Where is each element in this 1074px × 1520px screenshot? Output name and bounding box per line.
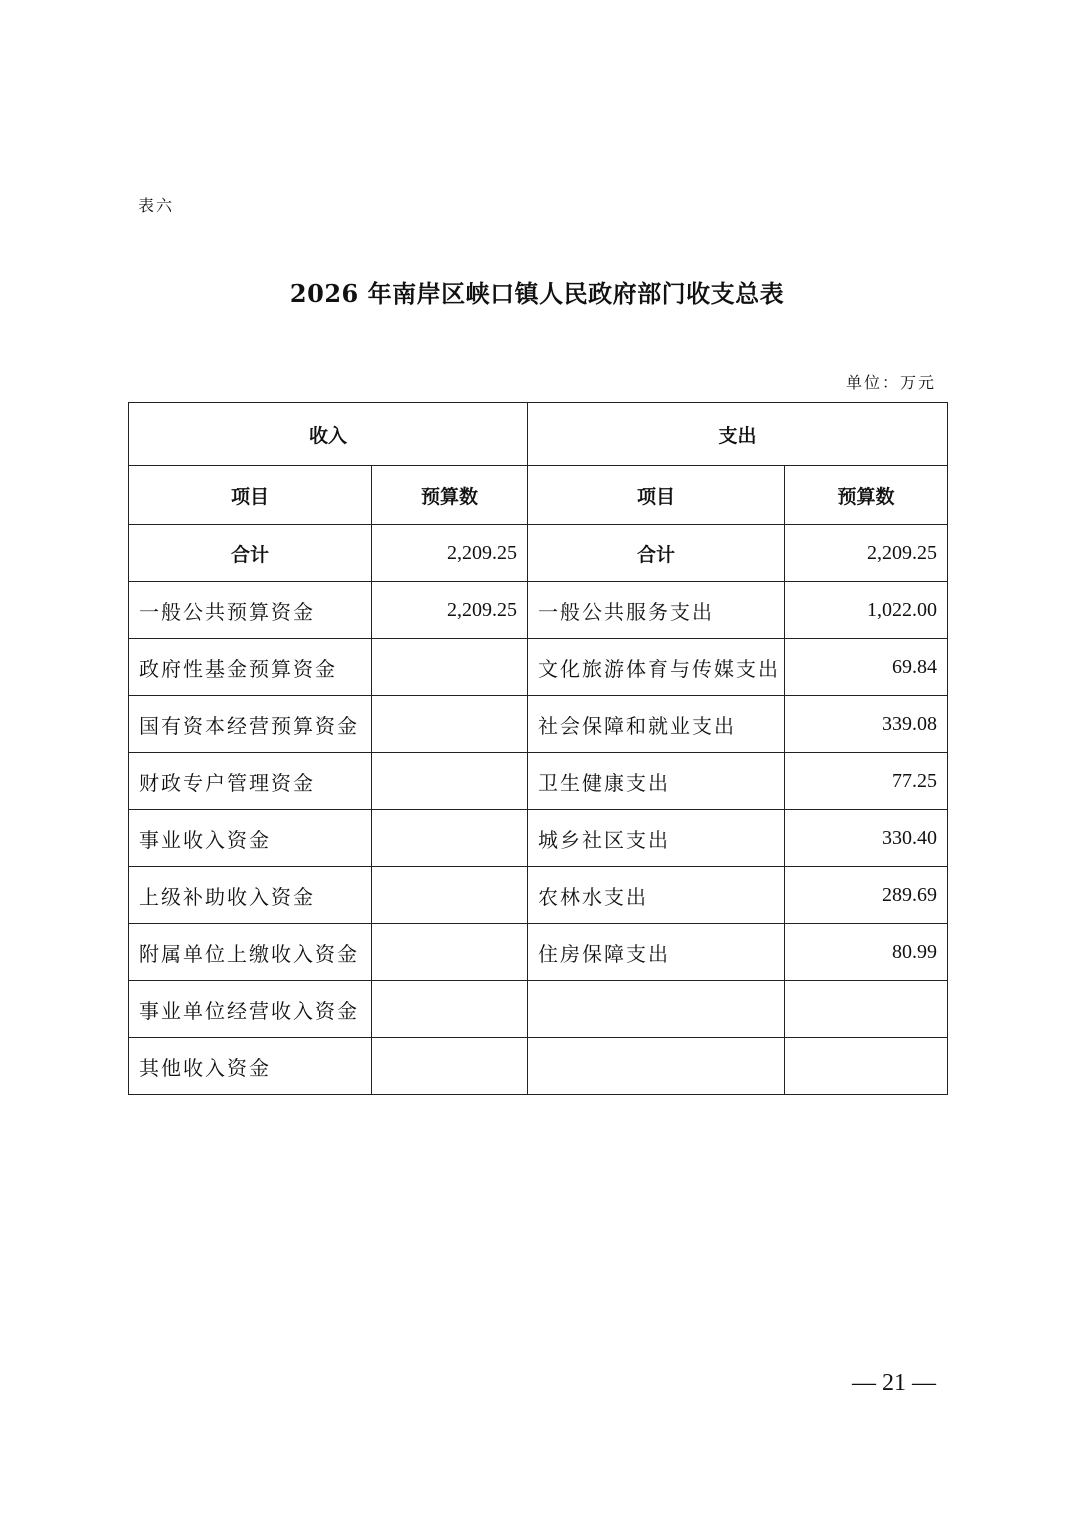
expense-value-cell	[785, 1038, 948, 1095]
income-item-cell: 事业收入资金	[129, 810, 372, 867]
income-item-cell: 国有资本经营预算资金	[129, 696, 372, 753]
expense-item-cell	[528, 1038, 785, 1095]
income-item-cell: 一般公共预算资金	[129, 582, 372, 639]
income-value-cell	[372, 867, 528, 924]
expense-value-cell: 77.25	[785, 753, 948, 810]
income-value-cell	[372, 1038, 528, 1095]
page-title: 2026 年南岸区峡口镇人民政府部门收支总表	[289, 279, 785, 308]
expense-item-cell: 一般公共服务支出	[528, 582, 785, 639]
expense-item-cell	[528, 981, 785, 1038]
budget-table	[128, 402, 948, 1095]
income-value-cell	[372, 696, 528, 753]
income-value-cell	[372, 981, 528, 1038]
expense-item-cell: 卫生健康支出	[528, 753, 785, 810]
expense-item-cell: 合计	[528, 525, 785, 582]
expense-value-cell: 1,022.00	[785, 582, 948, 639]
section-header-row	[129, 403, 948, 466]
expense-value-cell: 69.84	[785, 639, 948, 696]
income-item-cell: 财政专户管理资金	[129, 753, 372, 810]
income-budget-header: 预算数	[372, 466, 528, 525]
income-value-cell	[372, 810, 528, 867]
expense-value-cell: 339.08	[785, 696, 948, 753]
income-header: 收入	[129, 403, 528, 466]
table-row	[129, 639, 948, 696]
table-row	[129, 753, 948, 810]
expense-item-cell: 农林水支出	[528, 867, 785, 924]
expense-value-cell	[785, 981, 948, 1038]
income-value-cell: 2,209.25	[372, 525, 528, 582]
income-value-cell	[372, 753, 528, 810]
income-value-cell	[372, 924, 528, 981]
table-row	[129, 582, 948, 639]
unit-note: 单位：万元	[845, 373, 936, 392]
table-label: 表六	[138, 196, 175, 215]
expense-item-cell: 社会保障和就业支出	[528, 696, 785, 753]
expense-item-cell: 文化旅游体育与传媒支出	[528, 639, 785, 696]
income-value-cell	[372, 639, 528, 696]
income-item-cell: 附属单位上缴收入资金	[129, 924, 372, 981]
income-item-cell: 其他收入资金	[129, 1038, 372, 1095]
expense-item-header: 项目	[528, 466, 785, 525]
table-row	[129, 1038, 948, 1095]
expense-item-cell: 城乡社区支出	[528, 810, 785, 867]
income-item-header: 项目	[129, 466, 372, 525]
income-item-cell: 合计	[129, 525, 372, 582]
expense-item-cell: 住房保障支出	[528, 924, 785, 981]
income-item-cell: 事业单位经营收入资金	[129, 981, 372, 1038]
table-row	[129, 810, 948, 867]
expense-budget-header: 预算数	[785, 466, 948, 525]
table-row	[129, 981, 948, 1038]
expense-header: 支出	[528, 403, 948, 466]
income-item-cell: 上级补助收入资金	[129, 867, 372, 924]
expense-value-cell: 289.69	[785, 867, 948, 924]
table-row	[129, 867, 948, 924]
expense-value-cell: 330.40	[785, 810, 948, 867]
table-row	[129, 924, 948, 981]
column-header-row	[129, 466, 948, 525]
income-item-cell: 政府性基金预算资金	[129, 639, 372, 696]
expense-value-cell: 2,209.25	[785, 525, 948, 582]
table-row	[129, 696, 948, 753]
page-number: — 21 —	[852, 1370, 936, 1396]
expense-value-cell: 80.99	[785, 924, 948, 981]
income-value-cell: 2,209.25	[372, 582, 528, 639]
total-row	[129, 525, 948, 582]
